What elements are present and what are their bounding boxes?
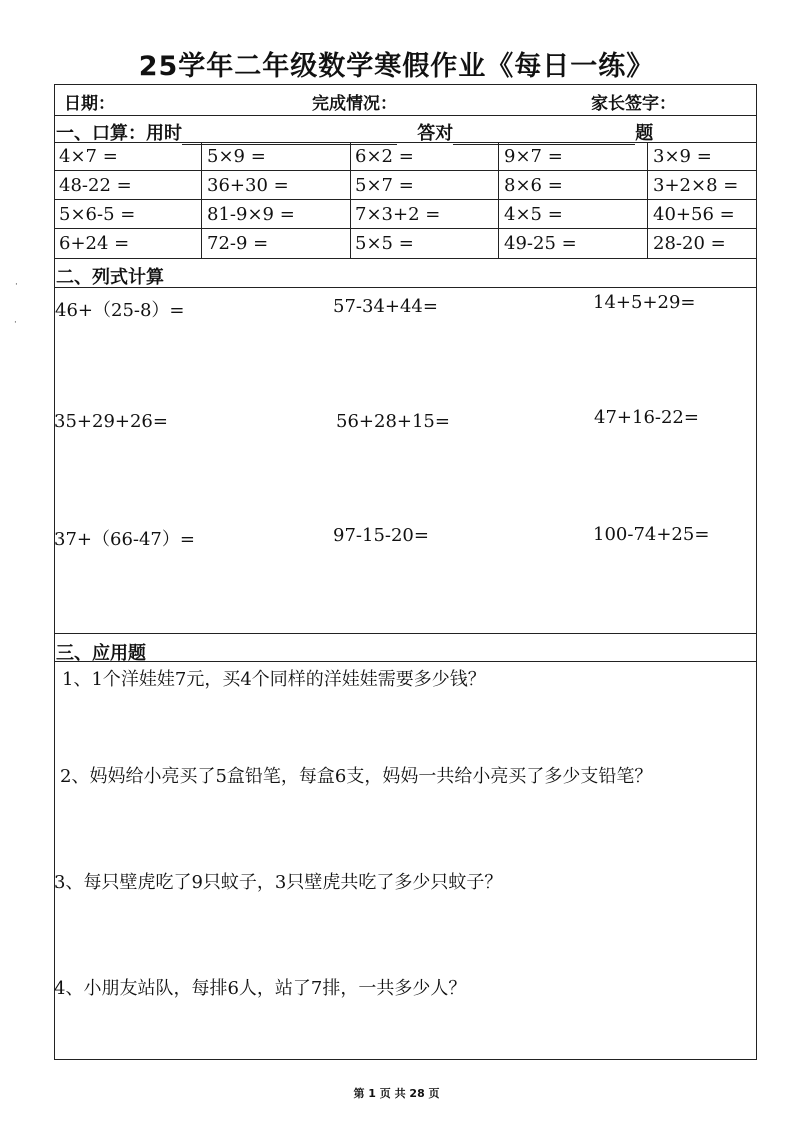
oral-calc-cell: 49-25 = — [504, 233, 577, 254]
word-problem: 1、1个洋娃娃7元，买4个同样的洋娃娃需要多少钱？ — [62, 669, 486, 690]
expression: 37+（66-47）= — [54, 529, 195, 550]
section1-title: 一、口算：用时 — [56, 123, 182, 144]
section-divider — [54, 633, 757, 634]
grid-line — [54, 170, 757, 171]
word-problem: 4、小朋友站队，每排6人，站了7排，一共多少人？ — [54, 978, 467, 999]
oral-calc-cell: 28-20 = — [653, 233, 726, 254]
header-row — [54, 84, 757, 116]
grid-line — [54, 199, 757, 200]
grid-line — [54, 142, 757, 143]
expression: 14+5+29= — [593, 292, 696, 313]
date-label: 日期： — [64, 94, 115, 114]
expression: 46+（25-8）= — [55, 300, 185, 321]
oral-calc-cell: 4×5 = — [504, 204, 563, 225]
oral-calc-cell: 7×3+2 = — [355, 204, 441, 225]
expression: 100-74+25= — [593, 524, 710, 545]
oral-calc-cell: 81-9×9 = — [207, 204, 295, 225]
expression: 35+29+26= — [54, 411, 168, 432]
oral-calc-cell: 5×9 = — [207, 146, 266, 167]
oral-calc-cell: 5×5 = — [355, 233, 414, 254]
grid-line — [647, 142, 648, 258]
completion-label: 完成情况： — [312, 94, 397, 114]
worksheet-frame — [54, 84, 757, 1060]
grid-line — [350, 142, 351, 258]
expression: 57-34+44= — [333, 296, 438, 317]
grid-line — [54, 228, 757, 229]
oral-calc-cell: 6×2 = — [355, 146, 414, 167]
word-problem: 2、妈妈给小亮买了5盒铅笔，每盒6支，妈妈一共给小亮买了多少支铅笔？ — [60, 766, 653, 787]
oral-calc-cell: 5×6-5 = — [59, 204, 136, 225]
scan-mark: · — [14, 318, 17, 328]
oral-calc-cell: 36+30 = — [207, 175, 289, 196]
oral-calc-cell: 40+56 = — [653, 204, 735, 225]
oral-calc-cell: 4×7 = — [59, 146, 118, 167]
unit-label: 题 — [635, 123, 654, 144]
grid-line — [54, 258, 757, 259]
oral-calc-cell: 8×6 = — [504, 175, 563, 196]
oral-calc-cell: 72-9 = — [207, 233, 269, 254]
page-title: 25学年二年级数学寒假作业《每日一练》 — [138, 51, 655, 82]
oral-calc-cell: 9×7 = — [504, 146, 563, 167]
grid-line — [201, 142, 202, 258]
word-problem: 3、每只壁虎吃了9只蚊子，3只壁虎共吃了多少只蚊子？ — [54, 872, 503, 893]
correct-label: 答对 — [417, 123, 454, 144]
section-divider — [54, 661, 757, 662]
expression: 97-15-20= — [333, 525, 429, 546]
grid-line — [498, 142, 499, 258]
oral-calc-cell: 6+24 = — [59, 233, 130, 254]
oral-calc-cell: 5×7 = — [355, 175, 414, 196]
expression: 47+16-22= — [594, 407, 699, 428]
section2-title: 二、列式计算 — [56, 267, 164, 288]
expression: 56+28+15= — [336, 411, 450, 432]
page-footer: 第 1 页 共 28 页 — [353, 1087, 440, 1100]
section-divider — [54, 287, 757, 288]
oral-calc-cell: 3×9 = — [653, 146, 712, 167]
section3-title: 三、应用题 — [56, 643, 146, 664]
signature-label: 家长签字： — [591, 94, 676, 114]
oral-calc-cell: 3+2×8 = — [653, 175, 739, 196]
oral-calc-cell: 48-22 = — [59, 175, 132, 196]
scan-mark: · — [15, 280, 18, 290]
